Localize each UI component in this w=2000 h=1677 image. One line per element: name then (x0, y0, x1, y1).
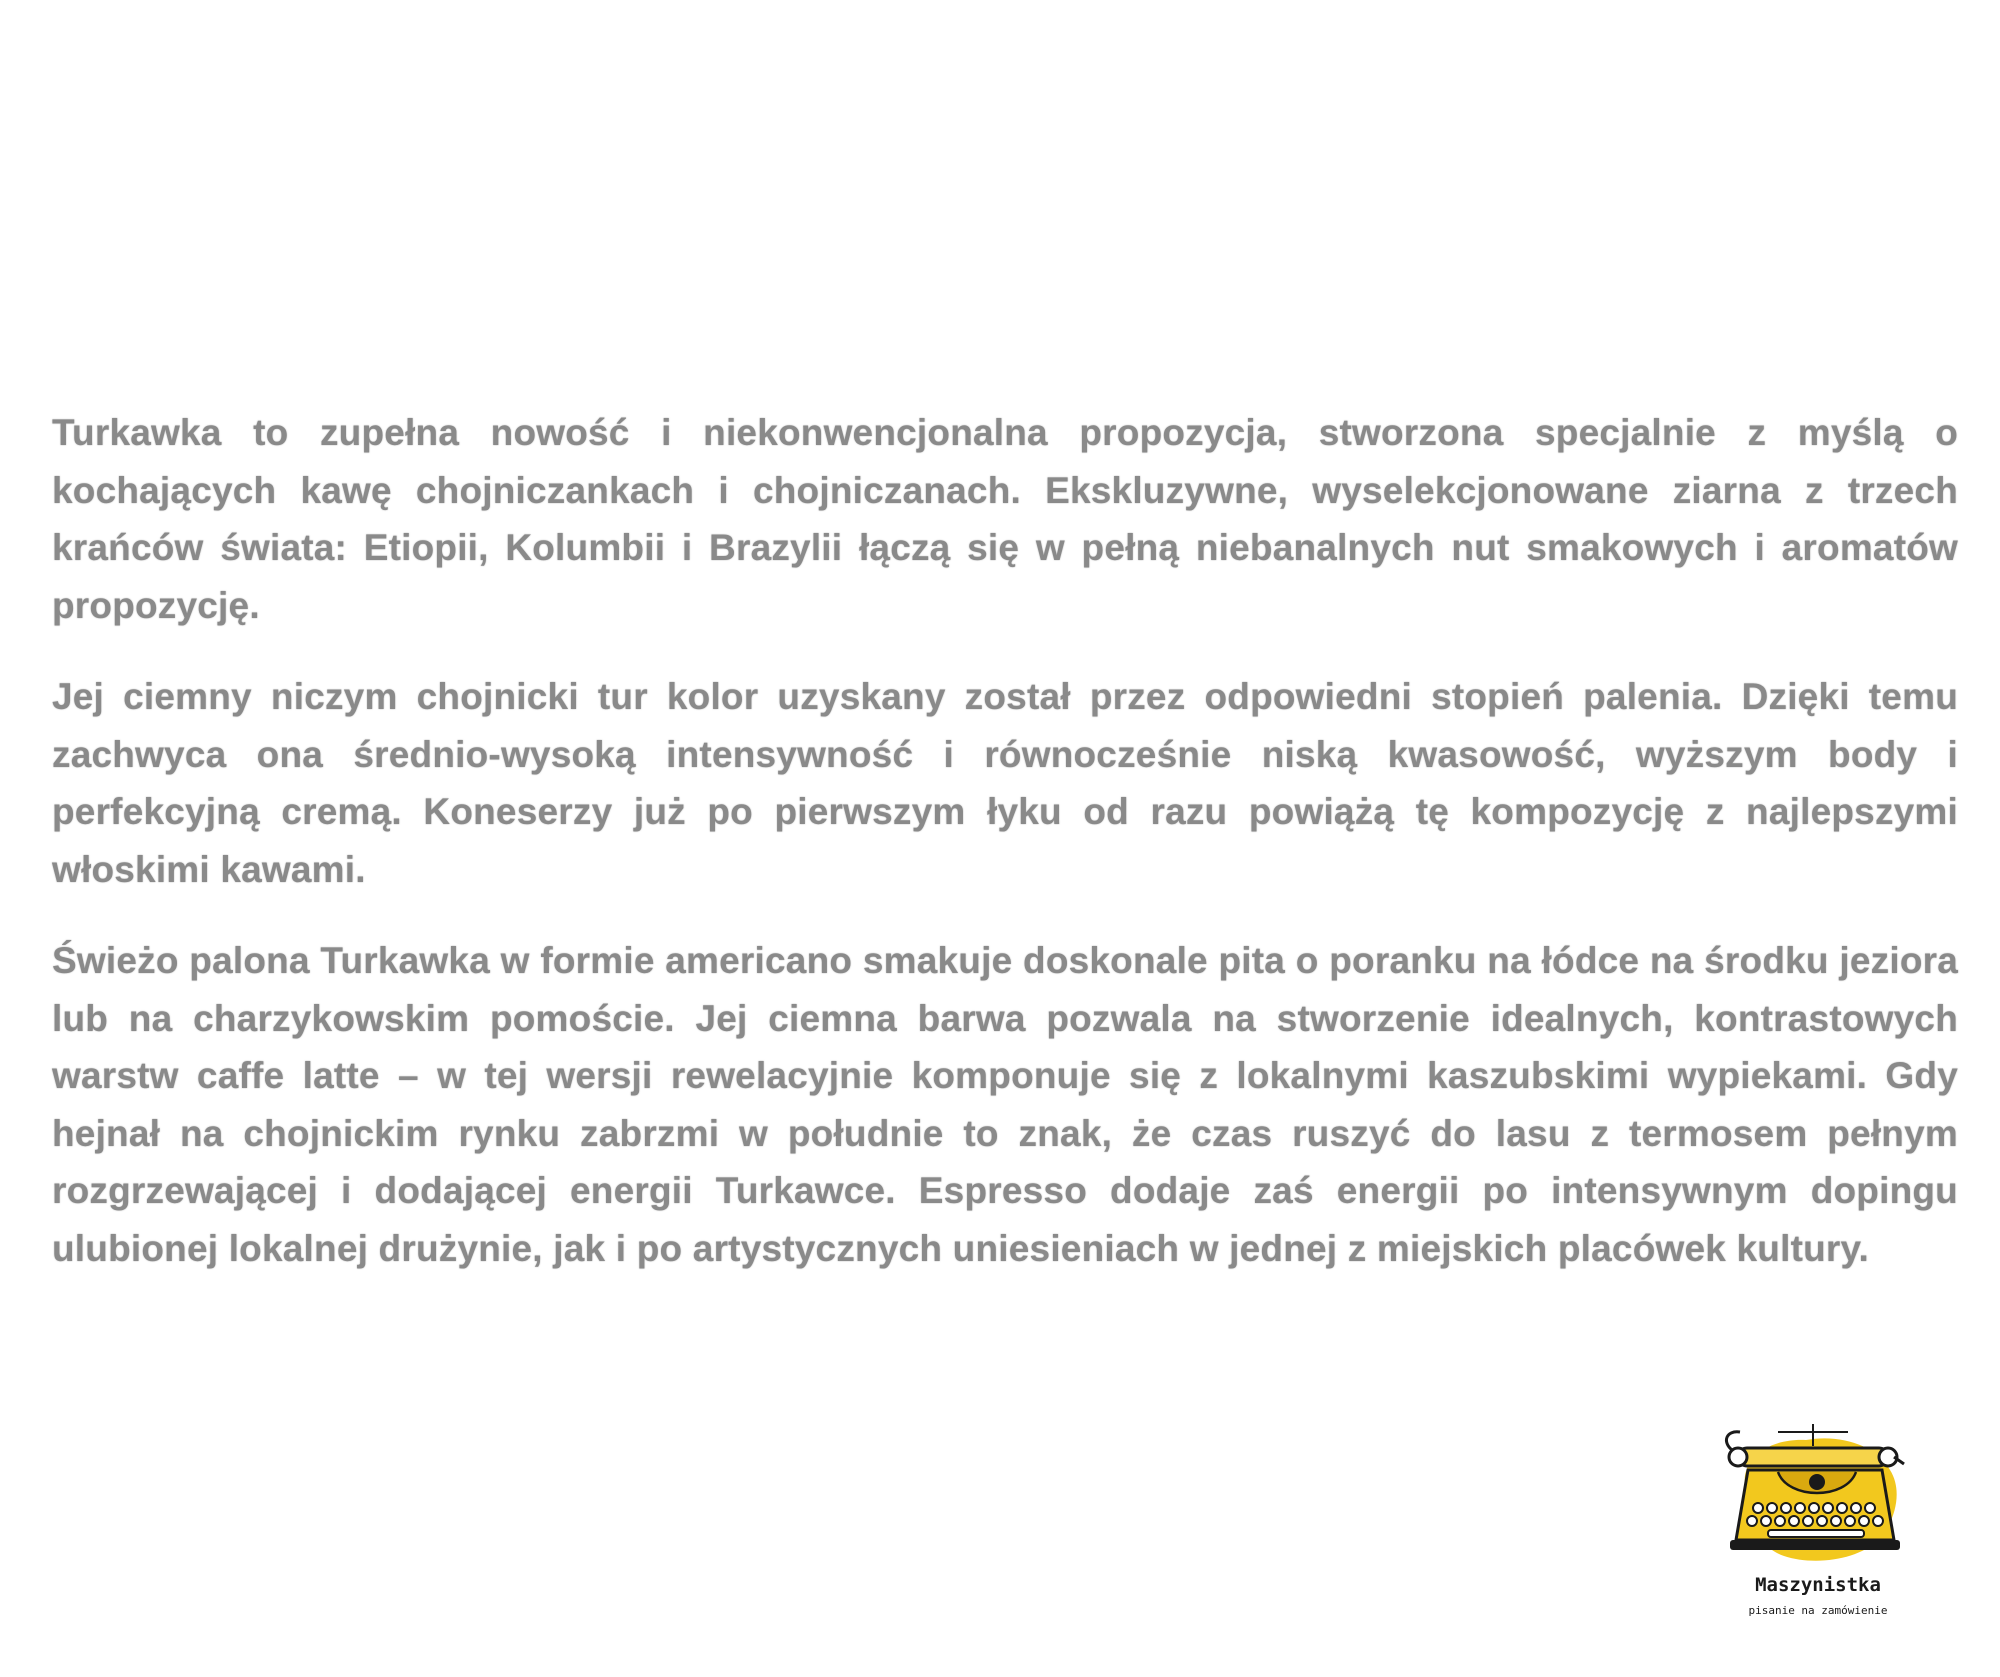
paragraph-1: Turkawka to zupełna nowość i niekonwencjonalna propozycja, stworzona specjalnie z myślą o kochających kawę chojniczankach i chojniczanach. Ekskluzywne, wyselekcjonowane ziarna z trzech krańców świata: Etiopii, Kolumbii i Brazylii łączą się w pełną niebanalnych nut smakowych i aromatów propozycję. (52, 412, 1958, 626)
paragraph-2: Jej ciemny niczym chojnicki tur kolor uzyskany został przez odpowiedni stopień palenia. Dzięki temu zachwyca ona średnio-wysoką intensywność i równocześnie niską kwasowość, wyższym body i perfekcyjną cremą. Koneserzy już po pierwszym łyku od razu powiążą tę kompozycję z najlepszymi włoskimi kawami. (52, 676, 1958, 890)
logo-name: Maszynistka (1755, 1574, 1881, 1596)
article-body (52, 404, 1958, 1311)
maszynistka-logo (1718, 1420, 1918, 1630)
paragraph-3: Świeżo palona Turkawka w formie americano smakuje doskonale pita o poranku na łódce na środku jeziora lub na charzykowskim pomoście. Jej ciemna barwa pozwala na stworzenie idealnych, kontrastowych warstw caffe latte – w tej wersji rewelacyjnie komponuje się z lokalnymi kaszubskimi wypiekami. Gdy hejnał na chojnickim rynku zabrzmi w południe to znak, że czas ruszyć do lasu z termosem pełnym rozgrzewającej i dodającej energii Turkawce. Espresso dodaje zaś energii po intensywnym dopingu ulubionej lokalnej drużynie, jak i po artystycznych uniesieniach w jednej z miejskich placówek kultury. (52, 940, 1958, 1269)
typewriter-icon (1718, 1420, 1918, 1570)
logo-tagline: pisanie na zamówienie (1748, 1604, 1888, 1617)
